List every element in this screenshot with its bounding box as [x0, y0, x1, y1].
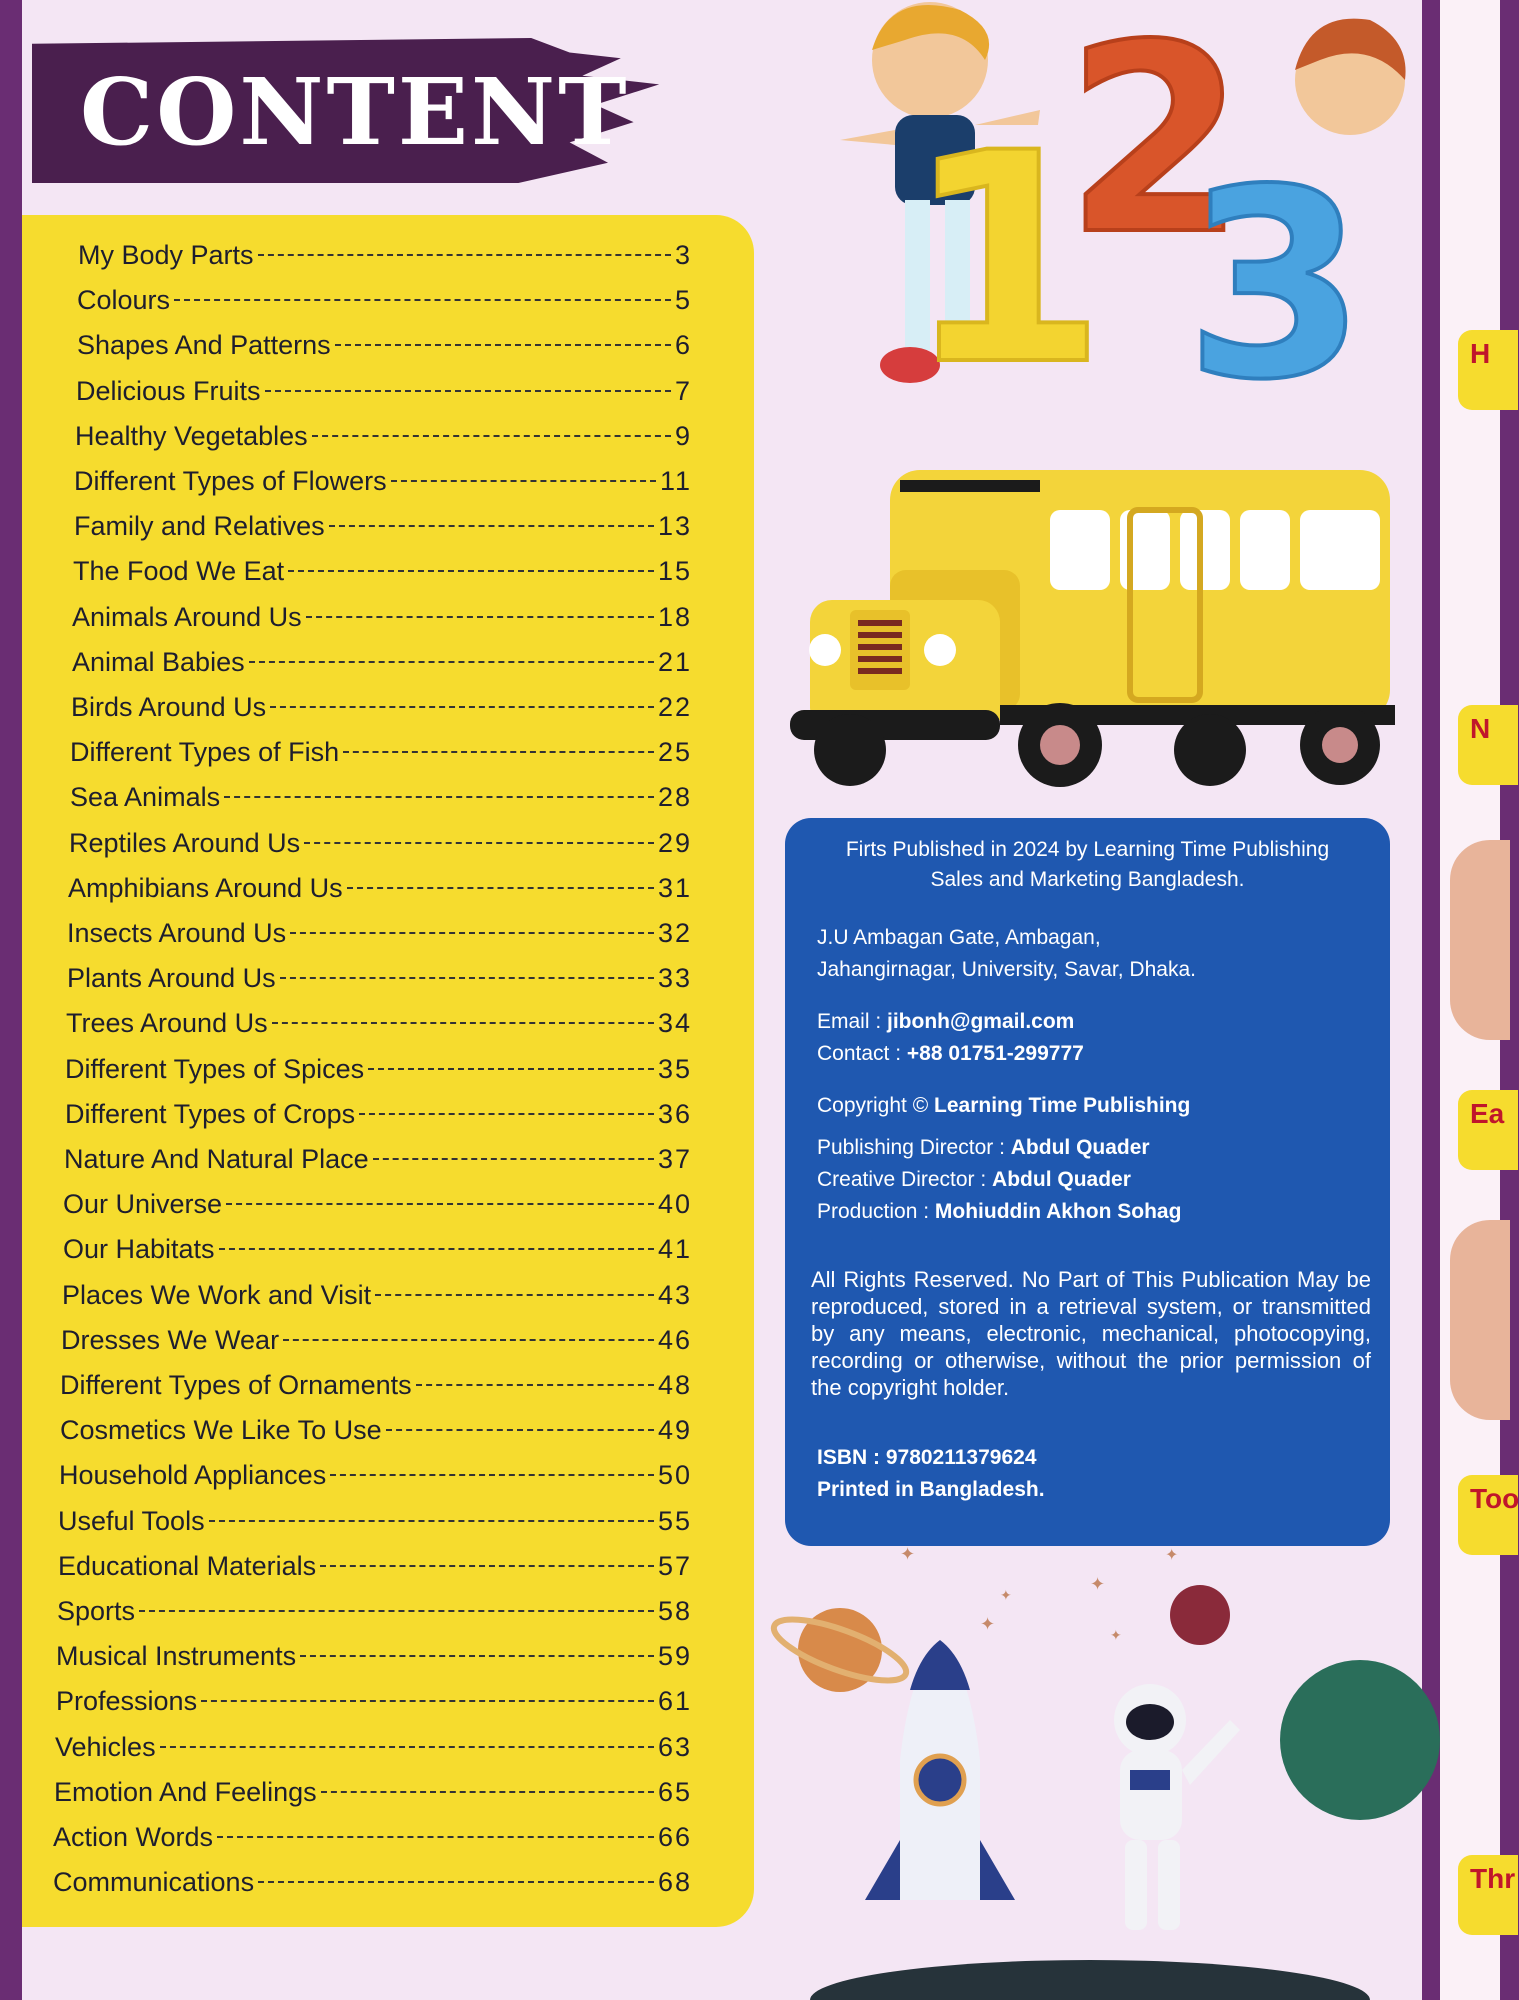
toc-entry-page: 11: [659, 466, 692, 496]
toc-leader-dots: [219, 1248, 654, 1250]
girl-figure: [1295, 19, 1406, 135]
toc-entry-page: 32: [657, 918, 692, 948]
toc-entry-title: Animal Babies: [72, 646, 245, 677]
toc-entry: [54, 1770, 692, 1815]
toc-leader-dots: [329, 525, 654, 527]
production-value: Mohiuddin Akhon Sohag: [934, 1200, 1182, 1223]
toc-leader-dots: [343, 751, 654, 753]
side-tab-3: [1458, 1090, 1518, 1170]
production-label: Production :: [817, 1200, 935, 1223]
toc-entry-title: Our Universe: [63, 1189, 223, 1220]
toc-leader-dots: [335, 344, 671, 346]
number-one: 1: [905, 92, 1107, 429]
side-tab-label: Too: [1470, 1483, 1519, 1514]
toc-entry-page: 13: [657, 511, 692, 542]
toc-entry-page: 58: [657, 1596, 692, 1626]
number-three: 3: [1185, 135, 1366, 437]
toc-leader-dots: [373, 1158, 654, 1160]
toc-leader-dots: [209, 1520, 654, 1522]
svg-text:✦: ✦: [1090, 1574, 1106, 1594]
toc-entry-title: Different Types of Fish: [70, 737, 340, 768]
toc-entry-page: 65: [657, 1776, 692, 1807]
toc-entry: [68, 866, 692, 911]
side-tab-5: [1458, 1855, 1518, 1935]
publisher-info-box: [785, 818, 1390, 1546]
toc-entry-page: 43: [657, 1279, 692, 1310]
side-tab-4: [1458, 1475, 1518, 1555]
side-tab-label: Ea: [1470, 1098, 1505, 1129]
toc-leader-dots: [320, 1565, 654, 1567]
toc-entry-page: 15: [657, 556, 692, 587]
toc-entry-page: 6: [674, 330, 692, 361]
toc-leader-dots: [258, 254, 671, 256]
toc-entry-title: Different Types of Spices: [65, 1053, 365, 1084]
toc-entry: [56, 1634, 692, 1679]
toc-entry-page: 41: [657, 1234, 692, 1265]
toc-leader-dots: [359, 1113, 654, 1115]
toc-entry: [58, 1499, 692, 1544]
toc-entry: [63, 1227, 692, 1272]
toc-leader-dots: [330, 1474, 654, 1476]
creative-director-value: Abdul Quader: [992, 1168, 1131, 1191]
toc-leader-dots: [368, 1068, 654, 1070]
publishing-director-value: Abdul Quader: [1010, 1136, 1150, 1159]
toc-entry: [65, 1092, 692, 1137]
toc-entry-title: Nature And Natural Place: [64, 1144, 369, 1174]
toc-entry-page: 5: [674, 285, 692, 316]
side-tab-2: [1458, 705, 1518, 785]
toc-leader-dots: [375, 1294, 654, 1296]
contact-value: +88 01751-299777: [906, 1042, 1084, 1065]
email-label: Email :: [817, 1010, 888, 1033]
toc-entry: [67, 911, 692, 956]
toc-entry-page: 33: [657, 963, 692, 994]
svg-text:✦: ✦: [980, 1614, 996, 1634]
toc-leader-dots: [306, 616, 654, 618]
toc-entry: [73, 549, 692, 594]
toc-entry: [77, 323, 692, 368]
toc-leader-dots: [288, 570, 654, 572]
toc-entry-title: Emotion And Feelings: [54, 1776, 317, 1807]
toc-entry-page: 9: [674, 420, 692, 451]
toc-entry: [72, 595, 692, 640]
publishing-director-row: [817, 1136, 1150, 1160]
toc-entry-title: Animals Around Us: [72, 601, 302, 632]
school-bus-illustration: [790, 460, 1400, 790]
toc-leader-dots: [201, 1700, 654, 1702]
toc-entry: [62, 1273, 692, 1318]
svg-text:✦: ✦: [1165, 1547, 1179, 1564]
toc-entry-page: 61: [657, 1686, 692, 1717]
space-illustration: [770, 1540, 1410, 2000]
toc-entry-page: 25: [657, 737, 692, 768]
side-tab-1: [1458, 330, 1518, 410]
published-line-1: Firts Published in 2024 by Learning Time Publishing: [845, 838, 1330, 861]
number-two: 2: [1065, 0, 1246, 292]
toc-entry-title: Dresses We Wear: [61, 1324, 280, 1355]
toc-entry-title: Shapes And Patterns: [77, 330, 331, 361]
toc-entry: [60, 1408, 692, 1453]
toc-entry-page: 31: [657, 872, 692, 903]
toc-entry-page: 57: [657, 1550, 692, 1581]
toc-entry-page: 22: [657, 692, 692, 722]
isbn: ISBN : 9780211379624: [817, 1446, 1037, 1469]
rights-notice: All Rights Reserved. No Part of This Publication May be reproduced, stored in a retrieval system, or transmitted by any means, electronic, mechanical, photocopying, recording or otherwise, without the prior permission of the copyright holder.: [811, 1267, 1371, 1400]
toc-entry: [74, 504, 692, 549]
green-planet: [1280, 1660, 1440, 1820]
side-photo-2: [1450, 1220, 1510, 1420]
toc-entry-page: 68: [657, 1867, 692, 1898]
toc-panel: [22, 215, 754, 1927]
toc-entry-title: Communications: [53, 1867, 255, 1898]
toc-entry: [55, 1725, 692, 1770]
svg-text:✦: ✦: [1110, 1627, 1122, 1643]
toc-entry-page: 55: [657, 1505, 692, 1536]
toc-entry-title: Different Types of Ornaments: [60, 1370, 412, 1400]
toc-entry-title: Vehicles: [55, 1731, 156, 1762]
toc-entry: [71, 685, 692, 730]
contact-row: [817, 1042, 1084, 1066]
toc-entry-page: 28: [657, 782, 692, 813]
toc-leader-dots: [258, 1881, 654, 1883]
toc-entry-title: Insects Around Us: [67, 918, 287, 948]
side-photo-1: [1450, 840, 1510, 1040]
ringed-planet: [767, 1607, 912, 1692]
toc-entry-page: 29: [657, 827, 692, 858]
toc-entry-title: Different Types of Crops: [65, 1098, 356, 1129]
toc-entry: [78, 233, 692, 278]
toc-entry-title: Reptiles Around Us: [69, 827, 301, 858]
toc-entry: [70, 730, 692, 775]
published-line-2: Sales and Marketing Bangladesh.: [930, 868, 1245, 891]
toc-entry: [64, 1137, 692, 1182]
toc-entry-title: The Food We Eat: [73, 556, 285, 587]
toc-entry: [66, 1001, 692, 1046]
toc-entry-page: 18: [657, 601, 692, 632]
toc-leader-dots: [283, 1339, 654, 1341]
toc-entry-page: 63: [657, 1731, 692, 1762]
toc-entry: [65, 1047, 692, 1092]
toc-entry-page: 3: [674, 240, 692, 270]
toc-leader-dots: [386, 1429, 654, 1431]
svg-text:✦: ✦: [900, 1544, 916, 1564]
toc-entry: [60, 1363, 692, 1408]
moon-surface: [810, 1960, 1370, 2000]
toc-entry-title: Delicious Fruits: [76, 375, 261, 406]
production-row: [817, 1200, 1181, 1224]
toc-entry-title: Colours: [77, 285, 171, 316]
toc-entry-title: Educational Materials: [58, 1550, 317, 1581]
toc-entry: [76, 369, 692, 414]
toc-entry-title: Our Habitats: [63, 1234, 215, 1265]
toc-leader-dots: [160, 1746, 654, 1748]
toc-leader-dots: [265, 390, 671, 392]
toc-leader-dots: [217, 1836, 654, 1838]
toc-leader-dots: [226, 1203, 654, 1205]
toc-entry-title: Healthy Vegetables: [75, 420, 308, 451]
toc-entry-page: 36: [657, 1098, 692, 1129]
address-line-1: J.U Ambagan Gate, Ambagan,: [817, 926, 1101, 949]
toc-entry-title: Cosmetics We Like To Use: [60, 1415, 382, 1446]
toc-entry-page: 35: [657, 1053, 692, 1084]
side-tab-label: Thr: [1470, 1863, 1516, 1894]
toc-leader-dots: [280, 977, 654, 979]
toc-entry-page: 7: [674, 375, 692, 406]
toc-leader-dots: [312, 435, 671, 437]
toc-entry: [59, 1453, 692, 1498]
toc-leader-dots: [304, 842, 654, 844]
contact-label: Contact :: [817, 1042, 907, 1065]
side-tab-label: H: [1470, 338, 1491, 369]
publishing-director-label: Publishing Director :: [817, 1136, 1011, 1159]
toc-entry: [53, 1815, 692, 1860]
toc-entry: [58, 1544, 692, 1589]
toc-entry-title: My Body Parts: [78, 240, 254, 270]
toc-leader-dots: [272, 1022, 654, 1024]
printed-in: Printed in Bangladesh.: [817, 1478, 1045, 1501]
toc-entry-title: Amphibians Around Us: [68, 872, 343, 903]
toc-entry-title: Different Types of Flowers: [74, 466, 387, 496]
page-title: CONTENT: [80, 58, 630, 166]
toc-leader-dots: [249, 661, 654, 663]
kids-numbers-illustration: [810, 0, 1410, 437]
toc-entry-title: Trees Around Us: [66, 1008, 268, 1039]
toc-entry-page: 34: [657, 1008, 692, 1039]
toc-entry: [70, 775, 692, 820]
toc-entry: [72, 640, 692, 685]
toc-entry: [69, 821, 692, 866]
toc-leader-dots: [139, 1610, 654, 1612]
copyright-label: Copyright ©: [817, 1094, 935, 1117]
toc-entry-page: 66: [657, 1822, 692, 1852]
toc-entry-title: Household Appliances: [59, 1460, 327, 1491]
toc-entry-title: Sports: [57, 1596, 136, 1626]
email-value: jibonh@gmail.com: [887, 1010, 1075, 1033]
toc-leader-dots: [416, 1384, 654, 1386]
toc-entry-title: Places We Work and Visit: [62, 1279, 372, 1310]
toc-entry-page: 48: [657, 1370, 692, 1400]
toc-entry-page: 37: [657, 1144, 692, 1174]
toc-entry-page: 49: [657, 1415, 692, 1446]
toc-entry-title: Sea Animals: [70, 782, 221, 813]
toc-entry-title: Action Words: [53, 1822, 214, 1852]
email-row: [817, 1010, 1074, 1034]
toc-leader-dots: [270, 706, 654, 708]
astronaut: [1114, 1684, 1240, 1930]
toc-entry-page: 46: [657, 1324, 692, 1355]
toc-entry-page: 50: [657, 1460, 692, 1491]
copyright-value: Learning Time Publishing: [934, 1094, 1191, 1117]
toc-entry-title: Birds Around Us: [71, 692, 267, 722]
svg-text:✦: ✦: [1000, 1587, 1012, 1603]
toc-leader-dots: [290, 932, 654, 934]
toc-leader-dots: [174, 299, 671, 301]
toc-entry: [75, 414, 692, 459]
address-line-2: Jahangirnagar, University, Savar, Dhaka.: [817, 958, 1196, 981]
toc-entry-title: Useful Tools: [58, 1505, 205, 1536]
toc-leader-dots: [321, 1791, 654, 1793]
toc-entry: [63, 1182, 692, 1227]
toc-entry: [77, 278, 692, 323]
toc-entry: [67, 956, 692, 1001]
toc-entry-title: Plants Around Us: [67, 963, 276, 994]
copyright-row: [817, 1094, 1190, 1118]
toc-entry-page: 59: [657, 1641, 692, 1672]
toc-entry-title: Professions: [56, 1686, 198, 1717]
toc-leader-dots: [391, 480, 656, 482]
red-planet: [1170, 1585, 1230, 1645]
toc-entry: [56, 1679, 692, 1724]
toc-entry: [53, 1860, 692, 1905]
stars: [900, 1544, 1178, 1643]
toc-entry-title: Musical Instruments: [56, 1641, 297, 1672]
creative-director-label: Creative Director :: [817, 1168, 993, 1191]
toc-entry-title: Family and Relatives: [74, 511, 325, 542]
toc-entry-page: 21: [657, 646, 692, 677]
toc-leader-dots: [224, 796, 654, 798]
toc-leader-dots: [347, 887, 654, 889]
side-tab-label: N: [1470, 713, 1491, 744]
toc-entry-page: 40: [657, 1189, 692, 1220]
toc-entry: [74, 459, 692, 504]
toc-leader-dots: [300, 1655, 654, 1657]
toc-entry: [61, 1318, 692, 1363]
toc-entry: [57, 1589, 692, 1634]
creative-director-row: [817, 1168, 1131, 1192]
